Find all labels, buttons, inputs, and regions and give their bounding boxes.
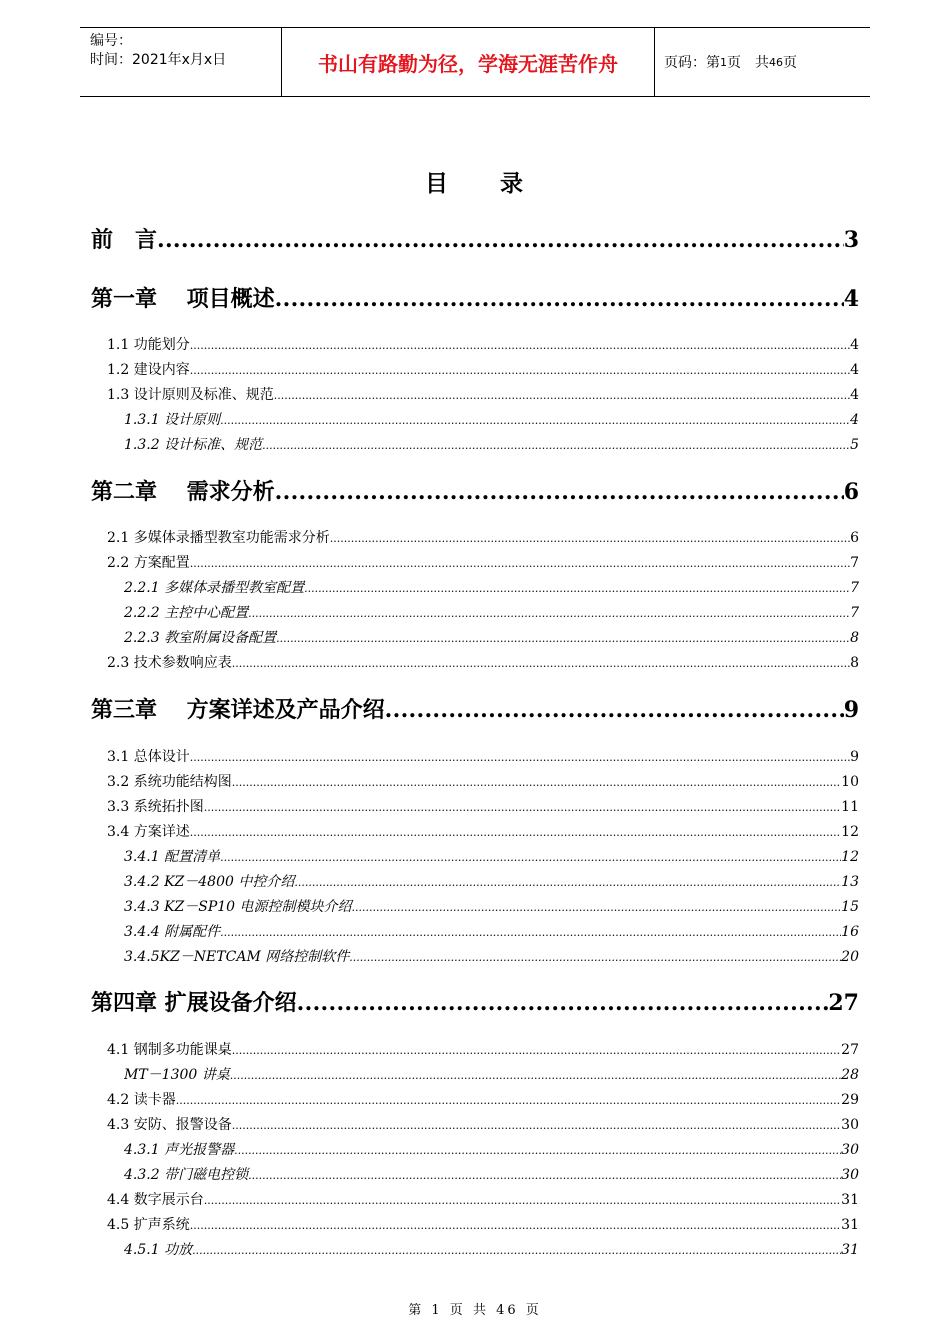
toc-entry-text: 3.3 系统拓扑图: [107, 799, 204, 815]
page-footer: [0, 1299, 950, 1318]
toc-entry-3-4[interactable]: [107, 821, 859, 841]
toc-entry-text: 3.4.3 KZ－SP10 电源控制模块介绍: [124, 899, 352, 915]
toc-entry-page: 20: [841, 949, 859, 965]
toc-entry-2-2-2[interactable]: [124, 602, 859, 622]
toc-entry-4-5[interactable]: [107, 1214, 859, 1234]
toc-entry-text: 4.5.1 功放: [124, 1242, 193, 1258]
footer-total-pages: 46: [496, 1303, 519, 1318]
toc-entry-page: 7: [850, 580, 859, 596]
toc-entry-2-1[interactable]: [107, 527, 859, 547]
toc-entry-page: 27: [841, 1042, 859, 1058]
toc-entry-page: 12: [841, 849, 859, 865]
toc-entry-chapter-3[interactable]: [91, 693, 859, 727]
toc-leader: [220, 851, 841, 864]
toc-entry-4-4[interactable]: [107, 1189, 859, 1209]
toc-entry-text: 4.3 安防、报警设备: [107, 1117, 232, 1133]
toc-leader: [204, 1194, 841, 1207]
toc-entry-2-2[interactable]: [107, 552, 859, 572]
header-info-cell: [80, 28, 281, 96]
toc-entry-4-3-2[interactable]: [124, 1164, 859, 1184]
toc-entry-page: 10: [841, 774, 859, 790]
toc-entry-4-3-1[interactable]: [124, 1139, 859, 1159]
toc-entry-text: 4.4 数字展示台: [107, 1192, 204, 1208]
toc-entry-page: 30: [841, 1167, 859, 1183]
toc-entry-4-3[interactable]: [107, 1114, 859, 1134]
toc-entry-3-4-4[interactable]: [124, 921, 859, 941]
toc-leader: [220, 414, 850, 427]
toc-leader: [352, 901, 842, 914]
toc-entry-page: 8: [850, 655, 859, 671]
toc-leader: [349, 951, 841, 964]
header-motto-cell: [281, 28, 655, 96]
header-page-mid: 页 共: [727, 55, 769, 71]
toc-entry-text: 2.2.3 教室附属设备配置: [124, 630, 277, 646]
toc-entry-text: 第二章 需求分析: [91, 479, 275, 505]
toc-leader: [230, 1069, 841, 1082]
page-header: [80, 27, 870, 97]
toc-entry-text: 4.1 钢制多功能课桌: [107, 1042, 232, 1058]
toc-leader: [232, 1119, 841, 1132]
toc-entry-text: 前 言: [91, 227, 158, 253]
toc-leader: [275, 286, 844, 312]
toc-entry-page: 28: [841, 1067, 859, 1083]
header-page-label: 页码：第: [664, 55, 720, 71]
toc-entry-chapter-2[interactable]: [91, 475, 859, 509]
header-page-current: 1: [720, 55, 727, 69]
toc-leader: [190, 1219, 841, 1232]
toc-leader: [192, 1244, 841, 1257]
toc-entry-1-3-1[interactable]: [124, 409, 859, 429]
toc-leader: [385, 697, 844, 723]
toc-entry-page: 31: [841, 1217, 859, 1233]
toc-entry-page: 4: [850, 412, 859, 428]
toc-entry-chapter-4[interactable]: [91, 986, 859, 1020]
toc-entry-text: 1.2 建设内容: [107, 362, 190, 378]
toc-leader: [294, 876, 841, 889]
header-motto: 书山有路勤为径，学海无涯苦作舟: [318, 51, 618, 76]
toc-entry-page: 12: [841, 824, 859, 840]
toc-entry-page: 30: [841, 1142, 859, 1158]
toc-entry-text: 3.4.2 KZ－4800 中控介绍: [124, 874, 295, 890]
toc-entry-2-2-3[interactable]: [124, 627, 859, 647]
toc-entry-text: 2.2.2 主控中心配置: [124, 605, 249, 621]
toc-entry-mt-1300[interactable]: [124, 1064, 859, 1084]
toc-leader: [220, 926, 841, 939]
toc-entry-page: 31: [841, 1242, 859, 1258]
document-time-label: 时间：2021年x月x日: [90, 52, 227, 68]
footer-suffix: 页: [525, 1303, 542, 1318]
toc-entry-page: 8: [850, 630, 859, 646]
toc-leader: [232, 1044, 841, 1057]
toc-entry-page: 13: [841, 874, 859, 890]
toc-entry-4-1[interactable]: [107, 1039, 859, 1059]
toc-entry-page: 4: [850, 362, 859, 378]
toc-leader: [275, 479, 844, 505]
toc-leader: [190, 826, 841, 839]
toc-entry-page: 16: [841, 924, 859, 940]
toc-entry-text: 1.1 功能划分: [107, 337, 190, 353]
toc-leader: [276, 632, 850, 645]
toc-entry-1-3-2[interactable]: [124, 434, 859, 454]
toc-entry-page: 9: [850, 749, 859, 765]
toc-entry-1-3[interactable]: [107, 384, 859, 404]
toc-entry-3-1[interactable]: [107, 746, 859, 766]
toc-entry-3-3[interactable]: [107, 796, 859, 816]
toc-entry-page: 6: [850, 530, 859, 546]
toc-entry-page: 4: [850, 337, 859, 353]
toc-leader: [232, 657, 850, 670]
toc-entry-page: 6: [843, 479, 859, 505]
toc-leader: [330, 532, 850, 545]
toc-entry-3-4-5[interactable]: [124, 946, 859, 966]
toc-entry-page: 9: [843, 697, 859, 723]
toc-entry-page: 4: [843, 286, 859, 312]
header-page-cell: [655, 28, 870, 96]
toc-entry-page: 15: [841, 899, 859, 915]
toc-entry-2-3[interactable]: [107, 652, 859, 672]
toc-entry-page: 3: [843, 227, 859, 253]
toc-entry-page: 31: [841, 1192, 859, 1208]
toc-entry-page: 30: [841, 1117, 859, 1133]
header-page-end: 页: [783, 55, 797, 71]
toc-entry-4-5-1[interactable]: [124, 1239, 859, 1259]
footer-mid: 页 共: [449, 1303, 489, 1318]
toc-entry-page: 27: [828, 990, 859, 1016]
toc-leader: [232, 776, 841, 789]
toc-entry-3-2[interactable]: [107, 771, 859, 791]
toc-entry-text: 2.3 技术参数响应表: [107, 655, 232, 671]
toc-entry-3-4-3[interactable]: [124, 896, 859, 916]
toc-leader: [176, 1094, 841, 1107]
toc-entry-chapter-1[interactable]: [91, 282, 859, 316]
toc-title: [0, 165, 950, 198]
toc-entry-text: 4.5 扩声系统: [107, 1217, 190, 1233]
toc-leader: [190, 339, 850, 352]
toc-entry-page: 29: [841, 1092, 859, 1108]
toc-entry-page: 5: [850, 437, 859, 453]
toc-entry-text: 2.2 方案配置: [107, 555, 190, 571]
footer-current-page: 1: [431, 1303, 443, 1318]
toc-leader: [190, 364, 850, 377]
toc-leader: [304, 582, 850, 595]
toc-entry-page: 7: [850, 555, 859, 571]
toc-leader: [204, 801, 841, 814]
toc-title-left: 目: [425, 170, 450, 197]
toc-entry-text: 3.1 总体设计: [107, 749, 190, 765]
toc-entry-text: 4.3.1 声光报警器: [124, 1142, 235, 1158]
toc-entry-3-4-1[interactable]: [124, 846, 859, 866]
toc-entry-text: 1.3.1 设计原则: [124, 412, 221, 428]
toc-entry-text: 第一章 项目概述: [91, 286, 275, 312]
toc-entry-text: 第四章 扩展设备介绍: [91, 990, 297, 1016]
toc-entry-text: 第三章 方案详述及产品介绍: [91, 697, 385, 723]
toc-leader: [190, 751, 850, 764]
toc-entry-text: 3.4.4 附属配件: [124, 924, 221, 940]
toc-entry-preface[interactable]: [91, 223, 859, 257]
toc-leader: [274, 389, 850, 402]
toc-leader: [157, 227, 844, 253]
toc-entry-3-4-2[interactable]: [124, 871, 859, 891]
toc-entry-page: 7: [850, 605, 859, 621]
toc-entry-text: 3.4.1 配置清单: [124, 849, 221, 865]
toc-entry-text: 1.3 设计原则及标准、规范: [107, 387, 274, 403]
toc-entry-page: 4: [850, 387, 859, 403]
toc-entry-text: 3.2 系统功能结构图: [107, 774, 232, 790]
toc-entry-text: 2.2.1 多媒体录播型教室配置: [124, 580, 305, 596]
toc-entry-text: 2.1 多媒体录播型教室功能需求分析: [107, 530, 330, 546]
toc-entry-text: 3.4 方案详述: [107, 824, 190, 840]
toc-entry-page: 11: [841, 799, 859, 815]
toc-leader: [234, 1144, 841, 1157]
toc-entry-text: 4.3.2 带门磁电控锁: [124, 1167, 249, 1183]
toc-leader: [190, 557, 850, 570]
toc-entry-text: MT－1300 讲桌: [124, 1067, 230, 1083]
document-number-label: 编号：: [90, 33, 132, 49]
toc-entry-text: 1.3.2 设计标准、规范: [124, 437, 263, 453]
toc-entry-1-2[interactable]: [107, 359, 859, 379]
toc-entry-2-2-1[interactable]: [124, 577, 859, 597]
toc-entry-4-2[interactable]: [107, 1089, 859, 1109]
toc-entry-text: 4.2 读卡器: [107, 1092, 176, 1108]
toc-leader: [262, 439, 850, 452]
toc-entry-1-1[interactable]: [107, 334, 859, 354]
header-page-total: 46: [769, 55, 783, 69]
toc-title-right: 录: [500, 170, 525, 197]
footer-prefix: 第: [408, 1303, 425, 1318]
toc-leader: [248, 1169, 841, 1182]
toc-leader: [248, 607, 850, 620]
toc-leader: [297, 990, 829, 1016]
toc-entry-text: 3.4.5KZ－NETCAM 网络控制软件: [124, 949, 350, 965]
